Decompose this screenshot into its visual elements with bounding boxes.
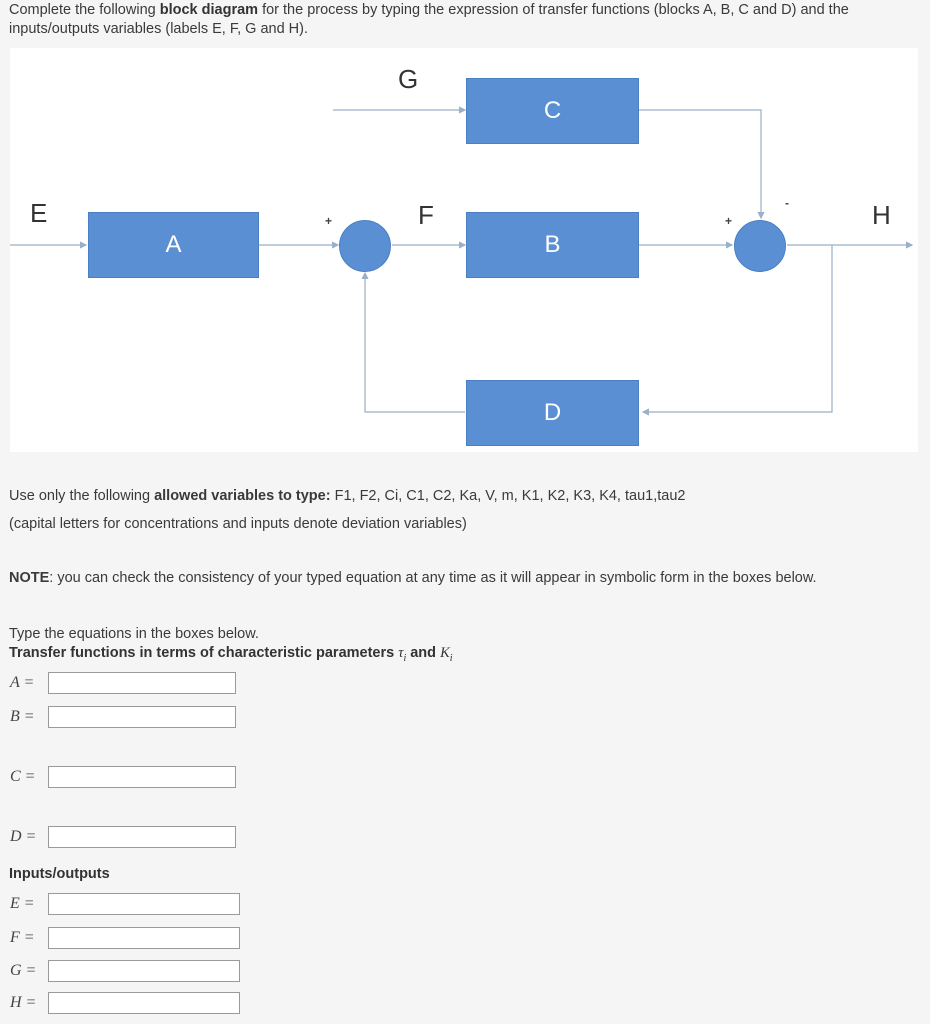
label-F-eq: F = <box>10 929 35 946</box>
tau-symbol: τ <box>398 645 404 661</box>
allowed-colon: : <box>325 488 335 504</box>
label-C-eq: C = <box>10 768 36 785</box>
allowed-bold: allowed variables to type <box>154 488 326 504</box>
equation-row-A <box>10 670 236 696</box>
block-A-label: A <box>165 231 182 258</box>
io-row-E <box>10 891 240 917</box>
block-A <box>88 212 259 278</box>
tau-subscript: i <box>403 652 407 664</box>
io-row-F <box>10 925 240 951</box>
input-C[interactable] <box>48 766 236 788</box>
block-C-label: C <box>543 97 562 124</box>
io-row-H <box>10 990 240 1016</box>
equations-intro: Type the equations in the boxes below. <box>9 626 259 642</box>
heading-and: and <box>406 645 441 661</box>
k-symbol: K <box>440 645 450 661</box>
allowed-prefix: Use only the following <box>9 488 155 504</box>
input-G[interactable] <box>48 960 240 982</box>
equation-row-D <box>10 824 236 850</box>
deviation-note: (capital letters for concentrations and inputs denote deviation variables) <box>9 516 467 532</box>
equation-row-B <box>10 704 236 730</box>
inputs-outputs-heading: Inputs/outputs <box>9 866 110 882</box>
summing-junction-2 <box>734 220 786 272</box>
line-output-to-D <box>643 245 832 412</box>
label-E: E <box>30 198 48 228</box>
input-B[interactable] <box>48 706 236 728</box>
input-F[interactable] <box>48 927 240 949</box>
line-C-to-sum2 <box>639 110 761 218</box>
label-B-eq: B = <box>10 708 35 725</box>
io-row-G <box>10 958 240 984</box>
label-A-eq: A = <box>10 674 35 691</box>
instructions-text <box>9 1 921 39</box>
label-E-eq: E = <box>10 895 35 912</box>
block-B <box>466 212 639 278</box>
input-H[interactable] <box>48 992 240 1014</box>
label-F: F <box>418 200 434 230</box>
allowed-list: F1, F2, Ci, C1, C2, Ka, V, m, K1, K2, K3, K4, tau1,tau2 <box>334 488 686 504</box>
sum1-plus-sign: + <box>325 214 333 228</box>
label-H-eq: H = <box>10 994 37 1011</box>
k-subscript: i <box>449 652 453 664</box>
block-B-label: B <box>544 231 561 258</box>
note-text <box>9 570 817 586</box>
block-D-label: D <box>543 399 562 426</box>
input-D[interactable] <box>48 826 236 848</box>
label-D-eq: D = <box>10 828 37 845</box>
transfer-functions-heading <box>9 645 453 664</box>
input-E[interactable] <box>48 893 240 915</box>
block-D <box>466 380 639 446</box>
equation-row-C <box>10 764 236 790</box>
label-G-eq: G = <box>10 962 37 979</box>
note-label: NOTE <box>9 570 50 586</box>
line-D-to-sum1 <box>365 273 465 412</box>
input-A[interactable] <box>48 672 236 694</box>
instructions-part1: Complete the following <box>9 2 160 18</box>
summing-junction-1 <box>339 220 391 272</box>
sum2-minus-sign: - <box>785 196 789 210</box>
block-diagram <box>10 48 918 452</box>
label-H: H <box>872 200 891 230</box>
block-C <box>466 78 639 144</box>
heading-prefix: Transfer functions in terms of characteristic parameters <box>9 645 399 661</box>
instructions-bold: block diagram <box>159 2 259 18</box>
label-G: G <box>398 64 419 94</box>
note-body: : you can check the consistency of your typed equation at any time as it will appear in symbolic form in the boxes below. <box>49 570 817 586</box>
instructions-part2: for the process by typing the expression of transfer functions (blocks A, B, C and D) and the inputs/outputs variables (labels E, F, G and H). <box>9 2 849 37</box>
sum2-plus-sign: + <box>725 214 733 228</box>
allowed-variables-text <box>9 488 685 504</box>
